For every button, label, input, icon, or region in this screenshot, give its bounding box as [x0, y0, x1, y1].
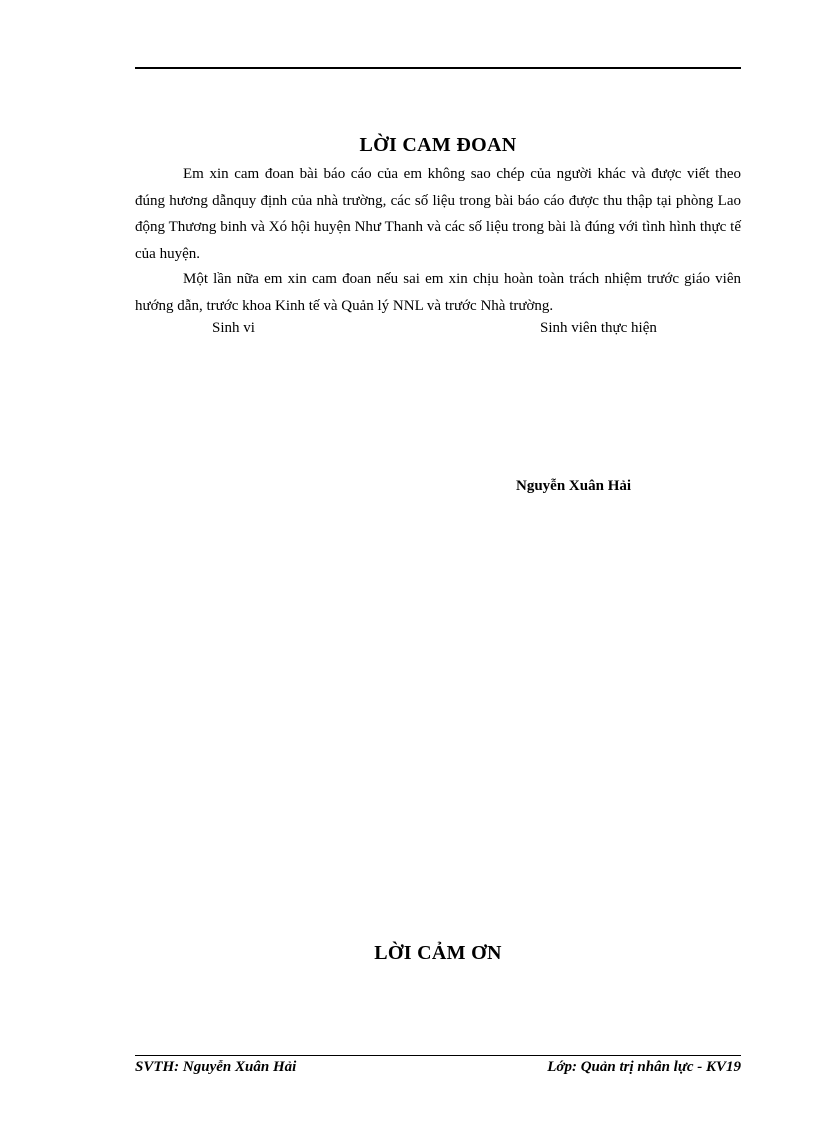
signature-label-right: Sinh viên thực hiện [540, 320, 657, 336]
footer-class: Lớp: Quản trị nhân lực - KV19 [547, 1059, 741, 1075]
signature-label-left: Sinh vi [212, 320, 255, 336]
footer-rule [135, 1055, 741, 1056]
body-paragraph: Em xin cam đoan bài báo cáo của em không sao chép của người khác và được viết theo đúng hương dẫnquy định của nhà trường, các số liệu trong bài báo cáo được thu thập tại phòng Lao động Thương binh và Xó hội huyện Như Thanh và các số liệu trong bài là đúng với tình hình thực tế của huyện. [135, 166, 741, 262]
section-heading: LỜI CẢM ƠN [374, 942, 502, 964]
page-title: LỜI CAM ĐOAN [359, 134, 517, 156]
signer-name: Nguyễn Xuân Hải [516, 478, 632, 494]
footer-student: SVTH: Nguyễn Xuân Hải [135, 1059, 297, 1075]
body-paragraph: Một lần nữa em xin cam đoan nếu sai em xin chịu hoàn toàn trách nhiệm trước giáo viên hướng dẫn, trước khoa Kinh tế và Quản lý NNL và trước Nhà trường. [135, 271, 741, 314]
header-rule [135, 67, 741, 69]
